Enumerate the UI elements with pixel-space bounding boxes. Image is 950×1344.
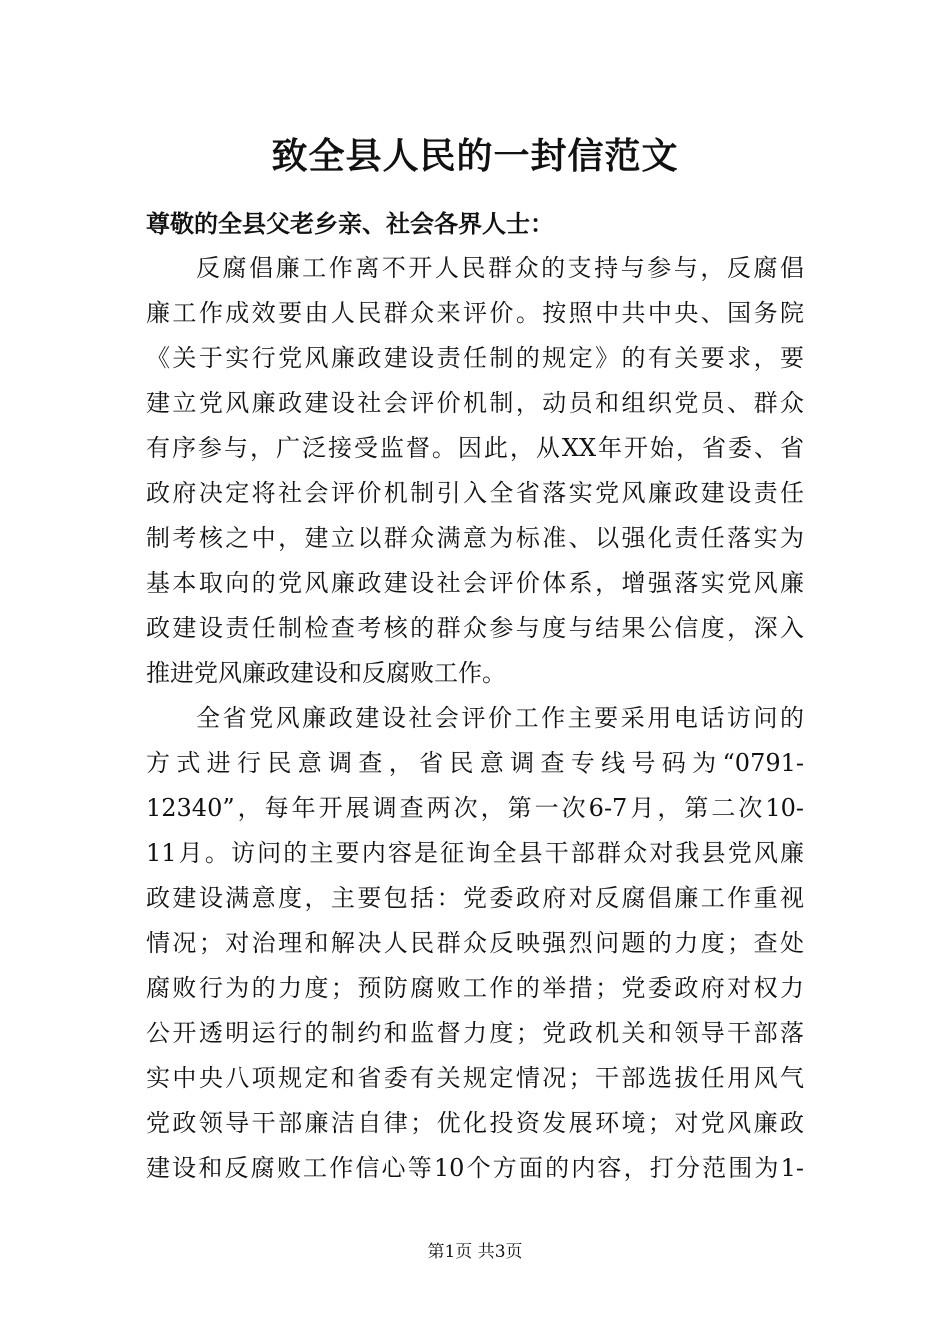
paragraph-2-line: 方式进行民意调查，省民意调查专线号码为“0791- [146, 749, 804, 777]
paragraph-1-line: 政府决定将社会评价机制引入全省落实党风廉政建设责任 [146, 479, 804, 507]
paragraph-1-line: 基本取向的党风廉政建设社会评价体系，增强落实党风廉 [146, 569, 804, 597]
paragraph-1-line: 推进党风廉政建设和反腐败工作。 [146, 659, 506, 687]
paragraph-2-line: 情况；对治理和解决人民群众反映强烈问题的力度；查处 [146, 929, 804, 957]
paragraph-2-line: 12340”，每年开展调查两次，第一次6-7月，第二次10- [146, 794, 804, 822]
paragraph-1-line: 《关于实行党风廉政建设责任制的规定》的有关要求，要 [146, 344, 804, 372]
paragraph-2-line: 腐败行为的力度；预防腐败工作的举措；党委政府对权力 [146, 974, 804, 1002]
paragraph-2-line: 11月。访问的主要内容是征询全县干部群众对我县党风廉 [146, 839, 804, 867]
paragraph-1-line: 政建设责任制检查考核的群众参与度与结果公信度，深入 [146, 614, 804, 642]
salutation: 尊敬的全县父老乡亲、社会各界人士： [146, 209, 554, 238]
paragraph-1-line: 廉工作成效要由人民群众来评价。按照中共中央、国务院 [146, 299, 804, 327]
paragraph-1-line: 制考核之中，建立以群众满意为标准、以强化责任落实为 [146, 524, 804, 552]
paragraph-1-line: 建立党风廉政建设社会评价机制，动员和组织党员、群众 [146, 389, 804, 417]
page-footer: 第1页 共3页 [427, 1242, 523, 1262]
paragraph-2-line: 全省党风廉政建设社会评价工作主要采用电话访问的 [196, 704, 804, 732]
paragraph-2-line: 党政领导干部廉洁自律；优化投资发展环境；对党风廉政 [146, 1109, 804, 1137]
paragraph-2-line: 公开透明运行的制约和监督力度；党政机关和领导干部落 [146, 1019, 804, 1047]
paragraph-2-line: 政建设满意度，主要包括：党委政府对反腐倡廉工作重视 [146, 884, 804, 912]
paragraph-2-line: 建设和反腐败工作信心等10个方面的内容，打分范围为1- [146, 1154, 804, 1182]
paragraph-1-line: 有序参与，广泛接受监督。因此，从XX年开始，省委、省 [146, 434, 804, 462]
paragraph-1-line: 反腐倡廉工作离不开人民群众的支持与参与，反腐倡 [196, 254, 804, 282]
paragraph-2-line: 实中央八项规定和省委有关规定情况；干部选拔任用风气 [146, 1064, 804, 1092]
page-title: 致全县人民的一封信范文 [271, 135, 679, 177]
